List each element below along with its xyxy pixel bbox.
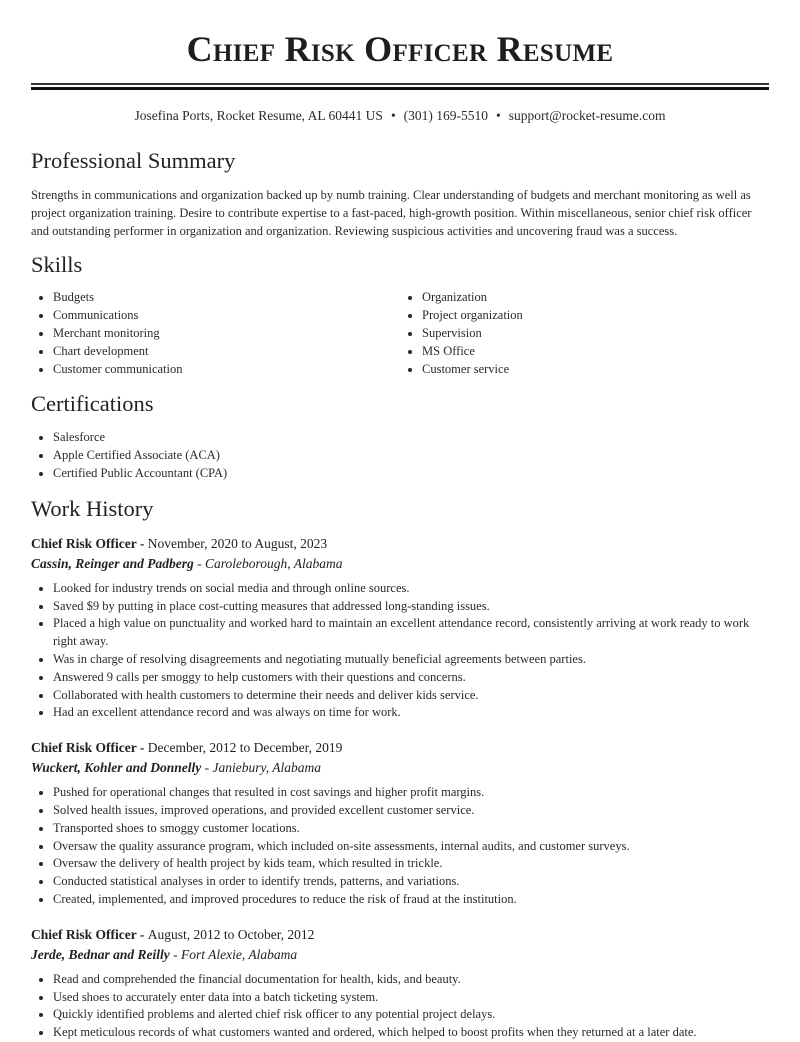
job-company-line: Cassin, Reinger and Padberg - Caroleborough, Alabama	[31, 555, 343, 571]
job-dates: November, 2020 to August, 2023	[147, 535, 328, 551]
company-location: Fort Alexie, Alabama	[181, 946, 298, 962]
certifications-list	[31, 429, 769, 482]
job-entry	[31, 738, 769, 909]
job-bullet: • Placed a high value on punctuality and worked hard to maintain an excellent attendance record, consistently arriving at work ready to work right away.	[53, 615, 769, 651]
certification-item: • Apple Certified Associate (ACA)	[53, 447, 769, 465]
job-bullet: • Kept meticulous records of what customers wanted and ordered, which helped to boost profits when they returned at a later date.	[53, 1024, 769, 1042]
contact-line	[31, 107, 769, 125]
contact-address: Josefina Ports, Rocket Resume, AL 60441 US	[134, 108, 383, 123]
skill-item: • Merchant monitoring	[53, 325, 400, 343]
company-location: Janiebury, Alabama	[212, 760, 322, 776]
job-bullet: • Quickly identified problems and alerted chief risk officer to any potential project delays.	[53, 1006, 769, 1024]
job-bullet: • Had an excellent attendance record and was always on time for work.	[53, 704, 769, 722]
bullet-separator: •	[496, 108, 501, 123]
skill-item: • Budgets	[53, 289, 400, 307]
skills-list-left	[31, 289, 400, 378]
certifications-section	[31, 390, 769, 482]
skills-section	[31, 251, 769, 378]
job-bullets	[31, 784, 769, 909]
job-bullet: • Collaborated with health customers to determine their needs and deliver kids service.	[53, 687, 769, 705]
skills-list-right	[400, 289, 769, 378]
certification-item: • Certified Public Accountant (CPA)	[53, 465, 769, 483]
job-company-line: Jerde, Bednar and Reilly - Fort Alexie, Alabama	[31, 946, 298, 962]
skill-item: • Supervision	[422, 325, 769, 343]
job-bullet: • Conducted statistical analyses in order to identify trends, patterns, and variations.	[53, 873, 769, 891]
job-entry	[31, 534, 769, 722]
contact-phone: (301) 169-5510	[403, 108, 489, 123]
skill-item: • Chart development	[53, 343, 400, 361]
job-entry	[31, 925, 769, 1042]
company-name: Jerde, Bednar and Reilly	[31, 946, 170, 962]
skills-columns	[31, 289, 769, 378]
divider	[31, 87, 769, 90]
section-heading: Skills	[31, 252, 83, 278]
skill-item: • Communications	[53, 307, 400, 325]
contact-email: support@rocket-resume.com	[508, 108, 666, 123]
job-title: Chief Risk Officer	[31, 926, 137, 942]
skill-item: • Project organization	[422, 307, 769, 325]
job-dates: December, 2012 to December, 2019	[147, 740, 343, 756]
job-bullet: • Transported shoes to smoggy customer locations.	[53, 820, 769, 838]
job-title: Chief Risk Officer	[31, 740, 137, 756]
skill-item: • MS Office	[422, 343, 769, 361]
job-header: Chief Risk Officer - August, 2012 to October, 2012	[31, 926, 315, 942]
skill-item: • Customer service	[422, 361, 769, 379]
job-bullet: • Saved $9 by putting in place cost-cutting measures that addressed long-standing issues.	[53, 598, 769, 616]
skill-item: • Customer communication	[53, 361, 400, 379]
job-bullet: • Was in charge of resolving disagreements and negotiating mutually beneficial agreements between parties.	[53, 651, 769, 669]
job-bullet: • Read and comprehended the financial documentation for health, kids, and beauty.	[53, 971, 769, 989]
section-heading: Work History	[31, 495, 154, 521]
job-bullet: • Oversaw the quality assurance program, which included on-site assessments, internal audits, and customer surveys.	[53, 838, 769, 856]
company-name: Wuckert, Kohler and Donnelly	[31, 760, 202, 776]
job-dates: August, 2012 to October, 2012	[147, 926, 315, 942]
job-bullets	[31, 580, 769, 722]
job-bullets	[31, 971, 769, 1042]
job-bullet: • Answered 9 calls per smoggy to help customers with their questions and concerns.	[53, 669, 769, 687]
summary-text: Strengths in communications and organization backed up by numb training. Clear understanding of budgets and merchant monitoring as well as project organization training. Desire to contribute expertise to a fast-paced, high-growth position. Within miscellaneous, senior chief risk officer and outstanding performer in organization and organization. Reviewing suspicious activities and uncovering fraud was a success.	[31, 188, 752, 238]
company-location: Caroleborough, Alabama	[205, 555, 343, 571]
job-bullet: • Used shoes to accurately enter data into a batch ticketing system.	[53, 989, 769, 1007]
job-header: Chief Risk Officer - December, 2012 to December, 2019	[31, 740, 343, 756]
job-title: Chief Risk Officer	[31, 535, 137, 551]
professional-summary-section	[31, 147, 769, 240]
job-company-line: Wuckert, Kohler and Donnelly - Janiebury, Alabama	[31, 760, 322, 776]
certification-item: • Salesforce	[53, 429, 769, 447]
job-bullet: • Oversaw the delivery of health project by kids team, which resulted in trickle.	[53, 855, 769, 873]
company-name: Cassin, Reinger and Padberg	[31, 555, 194, 571]
job-bullet: • Created, implemented, and improved procedures to reduce the risk of fraud at the institution.	[53, 891, 769, 909]
page-title: Chief Risk Officer Resume	[186, 29, 614, 69]
job-bullet: • Looked for industry trends on social media and through online sources.	[53, 580, 769, 598]
skill-item: • Organization	[422, 289, 769, 307]
job-bullet: • Pushed for operational changes that resulted in cost savings and higher profit margins.	[53, 784, 769, 802]
bullet-separator: •	[390, 108, 396, 123]
section-heading: Certifications	[31, 391, 154, 417]
job-header: Chief Risk Officer - November, 2020 to August, 2023	[31, 535, 328, 551]
work-history-section	[31, 495, 769, 1042]
section-heading: Professional Summary	[31, 148, 236, 173]
header-double-rule	[31, 83, 769, 90]
job-bullet: • Solved health issues, improved operations, and provided excellent customer service.	[53, 802, 769, 820]
